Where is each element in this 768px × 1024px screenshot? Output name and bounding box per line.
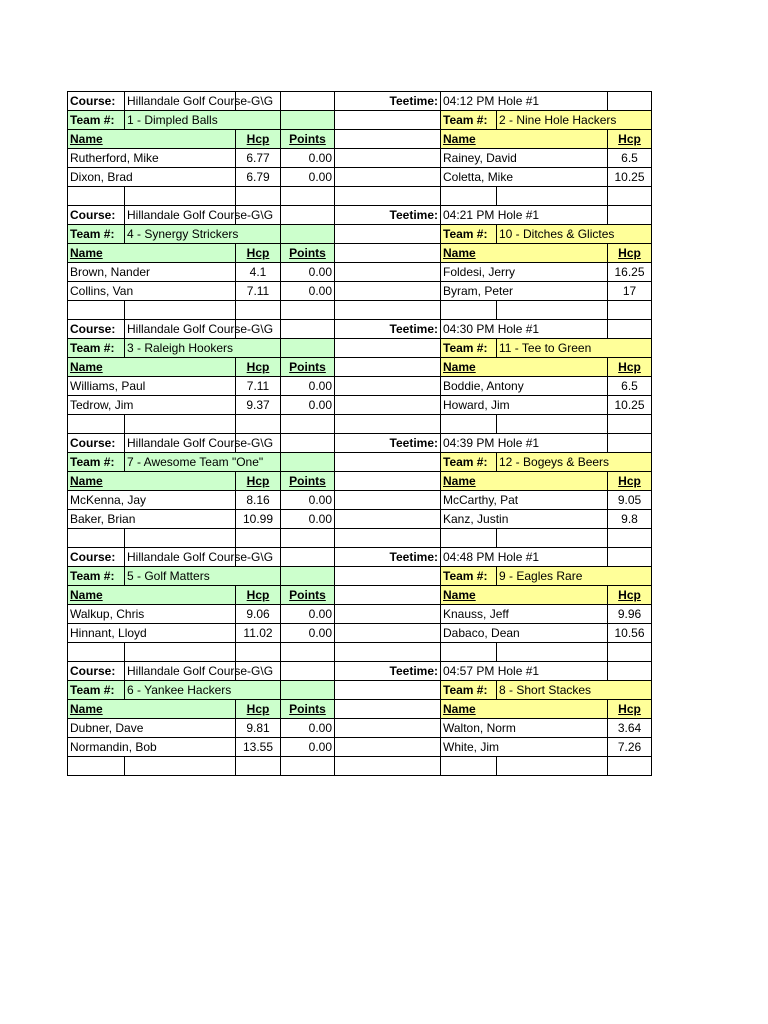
blank-cell bbox=[335, 358, 441, 377]
player-points: 0.00 bbox=[281, 719, 335, 738]
blank-cell bbox=[281, 434, 335, 453]
blank-cell bbox=[608, 415, 652, 434]
player-points: 0.00 bbox=[281, 491, 335, 510]
blank-cell bbox=[281, 225, 335, 244]
team-name-left: 5 - Golf Matters bbox=[125, 567, 281, 586]
course-value: Hillandale Golf Course-G\G bbox=[125, 320, 236, 339]
blank-cell bbox=[441, 643, 497, 662]
team-row bbox=[68, 111, 652, 130]
blank-cell bbox=[335, 244, 441, 263]
player-name-right: Howard, Jim bbox=[441, 396, 608, 415]
player-hcp-left: 9.81 bbox=[236, 719, 281, 738]
team-label-left: Team #: bbox=[68, 225, 125, 244]
course-row bbox=[68, 434, 652, 453]
hcp-header-right: Hcp bbox=[608, 586, 652, 605]
player-name-right: McCarthy, Pat bbox=[441, 491, 608, 510]
header-row bbox=[68, 700, 652, 719]
blank-cell bbox=[335, 605, 441, 624]
spacer-row bbox=[68, 301, 652, 320]
player-points: 0.00 bbox=[281, 396, 335, 415]
course-row bbox=[68, 206, 652, 225]
course-label: Course: bbox=[68, 434, 125, 453]
blank-cell bbox=[608, 529, 652, 548]
blank-cell bbox=[335, 130, 441, 149]
team-row bbox=[68, 225, 652, 244]
player-row bbox=[68, 377, 652, 396]
blank-cell bbox=[68, 529, 125, 548]
player-name-left: Hinnant, Lloyd bbox=[68, 624, 236, 643]
blank-cell bbox=[608, 92, 652, 111]
blank-cell bbox=[281, 187, 335, 206]
name-header-right: Name bbox=[441, 244, 608, 263]
blank-cell bbox=[335, 415, 441, 434]
points-header: Points bbox=[281, 130, 335, 149]
team-label-right: Team #: bbox=[441, 111, 497, 130]
blank-cell bbox=[281, 757, 335, 776]
team-name-left: 7 - Awesome Team "One" bbox=[125, 453, 281, 472]
hcp-header-right: Hcp bbox=[608, 130, 652, 149]
team-label-right: Team #: bbox=[441, 567, 497, 586]
blank-cell bbox=[281, 320, 335, 339]
player-hcp-right: 10.25 bbox=[608, 396, 652, 415]
teetime-label: Teetime: bbox=[335, 92, 441, 111]
blank-cell bbox=[68, 187, 125, 206]
player-name-right: Coletta, Mike bbox=[441, 168, 608, 187]
team-label-right: Team #: bbox=[441, 453, 497, 472]
name-header-left: Name bbox=[68, 358, 236, 377]
teetime-label: Teetime: bbox=[335, 320, 441, 339]
player-name-left: Walkup, Chris bbox=[68, 605, 236, 624]
blank-cell bbox=[281, 111, 335, 130]
player-name-right: Dabaco, Dean bbox=[441, 624, 608, 643]
player-hcp-right: 10.56 bbox=[608, 624, 652, 643]
blank-cell bbox=[608, 757, 652, 776]
blank-cell bbox=[335, 624, 441, 643]
blank-cell bbox=[68, 415, 125, 434]
team-name-left: 3 - Raleigh Hookers bbox=[125, 339, 281, 358]
player-points: 0.00 bbox=[281, 282, 335, 301]
team-label-left: Team #: bbox=[68, 567, 125, 586]
hcp-header-left: Hcp bbox=[236, 586, 281, 605]
player-name-left: Dubner, Dave bbox=[68, 719, 236, 738]
player-row bbox=[68, 168, 652, 187]
blank-cell bbox=[335, 510, 441, 529]
team-row bbox=[68, 567, 652, 586]
player-hcp-left: 7.11 bbox=[236, 377, 281, 396]
player-hcp-right: 6.5 bbox=[608, 377, 652, 396]
player-row bbox=[68, 491, 652, 510]
player-name-left: Baker, Brian bbox=[68, 510, 236, 529]
hcp-header-left: Hcp bbox=[236, 130, 281, 149]
teetime-value: 04:21 PM Hole #1 bbox=[441, 206, 608, 225]
blank-cell bbox=[125, 643, 236, 662]
hcp-header-left: Hcp bbox=[236, 244, 281, 263]
blank-cell bbox=[68, 757, 125, 776]
name-header-right: Name bbox=[441, 700, 608, 719]
blank-cell bbox=[608, 548, 652, 567]
name-header-left: Name bbox=[68, 130, 236, 149]
player-name-right: Kanz, Justin bbox=[441, 510, 608, 529]
blank-cell bbox=[335, 681, 441, 700]
blank-cell bbox=[281, 662, 335, 681]
player-points: 0.00 bbox=[281, 149, 335, 168]
blank-cell bbox=[335, 149, 441, 168]
team-name-left: 6 - Yankee Hackers bbox=[125, 681, 281, 700]
player-row bbox=[68, 282, 652, 301]
blank-cell bbox=[281, 567, 335, 586]
header-row bbox=[68, 472, 652, 491]
player-name-left: Dixon, Brad bbox=[68, 168, 236, 187]
player-name-left: Rutherford, Mike bbox=[68, 149, 236, 168]
course-value: Hillandale Golf Course-G\G bbox=[125, 206, 236, 225]
blank-cell bbox=[608, 187, 652, 206]
spacer-row bbox=[68, 415, 652, 434]
player-name-left: Brown, Nander bbox=[68, 263, 236, 282]
blank-cell bbox=[335, 586, 441, 605]
blank-cell bbox=[441, 301, 497, 320]
blank-cell bbox=[125, 301, 236, 320]
hcp-header-left: Hcp bbox=[236, 358, 281, 377]
player-name-right: Walton, Norm bbox=[441, 719, 608, 738]
blank-cell bbox=[497, 301, 608, 320]
team-row bbox=[68, 453, 652, 472]
blank-cell bbox=[335, 168, 441, 187]
blank-cell bbox=[281, 453, 335, 472]
player-name-right: Knauss, Jeff bbox=[441, 605, 608, 624]
team-name-right: 8 - Short Stackes bbox=[497, 681, 652, 700]
team-label-right: Team #: bbox=[441, 339, 497, 358]
header-row bbox=[68, 358, 652, 377]
spacer-row bbox=[68, 187, 652, 206]
blank-cell bbox=[281, 206, 335, 225]
spacer-row bbox=[68, 529, 652, 548]
blank-cell bbox=[281, 301, 335, 320]
teetime-value: 04:30 PM Hole #1 bbox=[441, 320, 608, 339]
points-header: Points bbox=[281, 586, 335, 605]
player-row bbox=[68, 719, 652, 738]
name-header-left: Name bbox=[68, 244, 236, 263]
blank-cell bbox=[236, 643, 281, 662]
name-header-right: Name bbox=[441, 472, 608, 491]
teetime-value: 04:12 PM Hole #1 bbox=[441, 92, 608, 111]
points-header: Points bbox=[281, 700, 335, 719]
player-row bbox=[68, 263, 652, 282]
player-points: 0.00 bbox=[281, 263, 335, 282]
blank-cell bbox=[335, 700, 441, 719]
blank-cell bbox=[335, 529, 441, 548]
spacer-row bbox=[68, 643, 652, 662]
blank-cell bbox=[497, 529, 608, 548]
player-hcp-right: 10.25 bbox=[608, 168, 652, 187]
points-header: Points bbox=[281, 244, 335, 263]
blank-cell bbox=[335, 396, 441, 415]
player-hcp-left: 13.55 bbox=[236, 738, 281, 757]
player-hcp-left: 4.1 bbox=[236, 263, 281, 282]
hcp-header-right: Hcp bbox=[608, 472, 652, 491]
team-label-left: Team #: bbox=[68, 339, 125, 358]
blank-cell bbox=[608, 434, 652, 453]
player-points: 0.00 bbox=[281, 510, 335, 529]
player-points: 0.00 bbox=[281, 605, 335, 624]
hcp-header-right: Hcp bbox=[608, 700, 652, 719]
player-row bbox=[68, 605, 652, 624]
blank-cell bbox=[497, 415, 608, 434]
player-name-left: McKenna, Jay bbox=[68, 491, 236, 510]
blank-cell bbox=[608, 662, 652, 681]
blank-cell bbox=[441, 415, 497, 434]
header-row bbox=[68, 244, 652, 263]
hcp-header-left: Hcp bbox=[236, 472, 281, 491]
blank-cell bbox=[236, 415, 281, 434]
course-value: Hillandale Golf Course-G\G bbox=[125, 662, 236, 681]
name-header-right: Name bbox=[441, 358, 608, 377]
course-label: Course: bbox=[68, 206, 125, 225]
player-name-right: Byram, Peter bbox=[441, 282, 608, 301]
blank-cell bbox=[236, 757, 281, 776]
player-name-left: Normandin, Bob bbox=[68, 738, 236, 757]
blank-cell bbox=[608, 301, 652, 320]
player-hcp-right: 9.8 bbox=[608, 510, 652, 529]
blank-cell bbox=[236, 187, 281, 206]
name-header-left: Name bbox=[68, 700, 236, 719]
blank-cell bbox=[335, 225, 441, 244]
blank-cell bbox=[335, 453, 441, 472]
player-hcp-left: 6.77 bbox=[236, 149, 281, 168]
player-name-left: Collins, Van bbox=[68, 282, 236, 301]
name-header-left: Name bbox=[68, 586, 236, 605]
blank-cell bbox=[236, 529, 281, 548]
team-name-right: 11 - Tee to Green bbox=[497, 339, 652, 358]
name-header-right: Name bbox=[441, 130, 608, 149]
player-hcp-right: 9.96 bbox=[608, 605, 652, 624]
blank-cell bbox=[335, 339, 441, 358]
player-row bbox=[68, 396, 652, 415]
team-label-left: Team #: bbox=[68, 111, 125, 130]
player-name-left: Tedrow, Jim bbox=[68, 396, 236, 415]
hcp-header-right: Hcp bbox=[608, 244, 652, 263]
blank-cell bbox=[441, 529, 497, 548]
course-label: Course: bbox=[68, 320, 125, 339]
blank-cell bbox=[335, 567, 441, 586]
course-label: Course: bbox=[68, 662, 125, 681]
pairings-sheet bbox=[67, 91, 651, 776]
player-row bbox=[68, 149, 652, 168]
player-points: 0.00 bbox=[281, 624, 335, 643]
blank-cell bbox=[281, 529, 335, 548]
blank-cell bbox=[125, 187, 236, 206]
blank-cell bbox=[335, 738, 441, 757]
player-name-right: Rainey, David bbox=[441, 149, 608, 168]
team-row bbox=[68, 339, 652, 358]
player-hcp-right: 17 bbox=[608, 282, 652, 301]
hcp-header-right: Hcp bbox=[608, 358, 652, 377]
player-hcp-left: 11.02 bbox=[236, 624, 281, 643]
course-label: Course: bbox=[68, 548, 125, 567]
player-hcp-right: 16.25 bbox=[608, 263, 652, 282]
header-row bbox=[68, 586, 652, 605]
blank-cell bbox=[125, 415, 236, 434]
blank-cell bbox=[68, 643, 125, 662]
blank-cell bbox=[125, 757, 236, 776]
blank-cell bbox=[281, 643, 335, 662]
name-header-right: Name bbox=[441, 586, 608, 605]
blank-cell bbox=[441, 757, 497, 776]
teetime-label: Teetime: bbox=[335, 662, 441, 681]
teetime-label: Teetime: bbox=[335, 206, 441, 225]
header-row bbox=[68, 130, 652, 149]
player-hcp-left: 9.06 bbox=[236, 605, 281, 624]
course-value: Hillandale Golf Course-G\G bbox=[125, 92, 236, 111]
player-hcp-left: 10.99 bbox=[236, 510, 281, 529]
player-name-right: White, Jim bbox=[441, 738, 608, 757]
course-row bbox=[68, 92, 652, 111]
player-hcp-right: 9.05 bbox=[608, 491, 652, 510]
team-name-right: 2 - Nine Hole Hackers bbox=[497, 111, 652, 130]
course-value: Hillandale Golf Course-G\G bbox=[125, 434, 236, 453]
player-hcp-left: 6.79 bbox=[236, 168, 281, 187]
hcp-header-left: Hcp bbox=[236, 700, 281, 719]
teetime-value: 04:48 PM Hole #1 bbox=[441, 548, 608, 567]
player-hcp-right: 7.26 bbox=[608, 738, 652, 757]
blank-cell bbox=[335, 757, 441, 776]
blank-cell bbox=[335, 719, 441, 738]
course-row bbox=[68, 662, 652, 681]
blank-cell bbox=[281, 92, 335, 111]
teetime-value: 04:57 PM Hole #1 bbox=[441, 662, 608, 681]
player-points: 0.00 bbox=[281, 738, 335, 757]
teetime-value: 04:39 PM Hole #1 bbox=[441, 434, 608, 453]
blank-cell bbox=[335, 187, 441, 206]
blank-cell bbox=[335, 111, 441, 130]
blank-cell bbox=[281, 681, 335, 700]
player-hcp-left: 8.16 bbox=[236, 491, 281, 510]
player-points: 0.00 bbox=[281, 377, 335, 396]
team-name-right: 12 - Bogeys & Beers bbox=[497, 453, 652, 472]
player-hcp-left: 7.11 bbox=[236, 282, 281, 301]
spacer-row bbox=[68, 757, 652, 776]
pairings-table bbox=[67, 91, 652, 776]
name-header-left: Name bbox=[68, 472, 236, 491]
blank-cell bbox=[236, 301, 281, 320]
blank-cell bbox=[608, 206, 652, 225]
blank-cell bbox=[335, 282, 441, 301]
blank-cell bbox=[335, 263, 441, 282]
blank-cell bbox=[335, 301, 441, 320]
points-header: Points bbox=[281, 472, 335, 491]
player-hcp-right: 3.64 bbox=[608, 719, 652, 738]
team-name-right: 10 - Ditches & Glictes bbox=[497, 225, 652, 244]
blank-cell bbox=[68, 301, 125, 320]
course-row bbox=[68, 548, 652, 567]
course-row bbox=[68, 320, 652, 339]
team-name-right: 9 - Eagles Rare bbox=[497, 567, 652, 586]
blank-cell bbox=[497, 187, 608, 206]
blank-cell bbox=[281, 415, 335, 434]
blank-cell bbox=[497, 643, 608, 662]
player-name-right: Boddie, Antony bbox=[441, 377, 608, 396]
blank-cell bbox=[497, 757, 608, 776]
player-name-left: Williams, Paul bbox=[68, 377, 236, 396]
player-points: 0.00 bbox=[281, 168, 335, 187]
team-label-left: Team #: bbox=[68, 681, 125, 700]
player-row bbox=[68, 510, 652, 529]
blank-cell bbox=[608, 643, 652, 662]
team-name-left: 1 - Dimpled Balls bbox=[125, 111, 281, 130]
team-name-left: 4 - Synergy Strickers bbox=[125, 225, 281, 244]
course-value: Hillandale Golf Course-G\G bbox=[125, 548, 236, 567]
blank-cell bbox=[335, 643, 441, 662]
player-name-right: Foldesi, Jerry bbox=[441, 263, 608, 282]
blank-cell bbox=[335, 472, 441, 491]
course-label: Course: bbox=[68, 92, 125, 111]
teetime-label: Teetime: bbox=[335, 548, 441, 567]
player-row bbox=[68, 738, 652, 757]
player-row bbox=[68, 624, 652, 643]
blank-cell bbox=[335, 491, 441, 510]
blank-cell bbox=[125, 529, 236, 548]
team-label-right: Team #: bbox=[441, 681, 497, 700]
team-row bbox=[68, 681, 652, 700]
blank-cell bbox=[441, 187, 497, 206]
player-hcp-right: 6.5 bbox=[608, 149, 652, 168]
blank-cell bbox=[281, 548, 335, 567]
points-header: Points bbox=[281, 358, 335, 377]
team-label-right: Team #: bbox=[441, 225, 497, 244]
blank-cell bbox=[281, 339, 335, 358]
blank-cell bbox=[335, 377, 441, 396]
teetime-label: Teetime: bbox=[335, 434, 441, 453]
team-label-left: Team #: bbox=[68, 453, 125, 472]
blank-cell bbox=[608, 320, 652, 339]
player-hcp-left: 9.37 bbox=[236, 396, 281, 415]
